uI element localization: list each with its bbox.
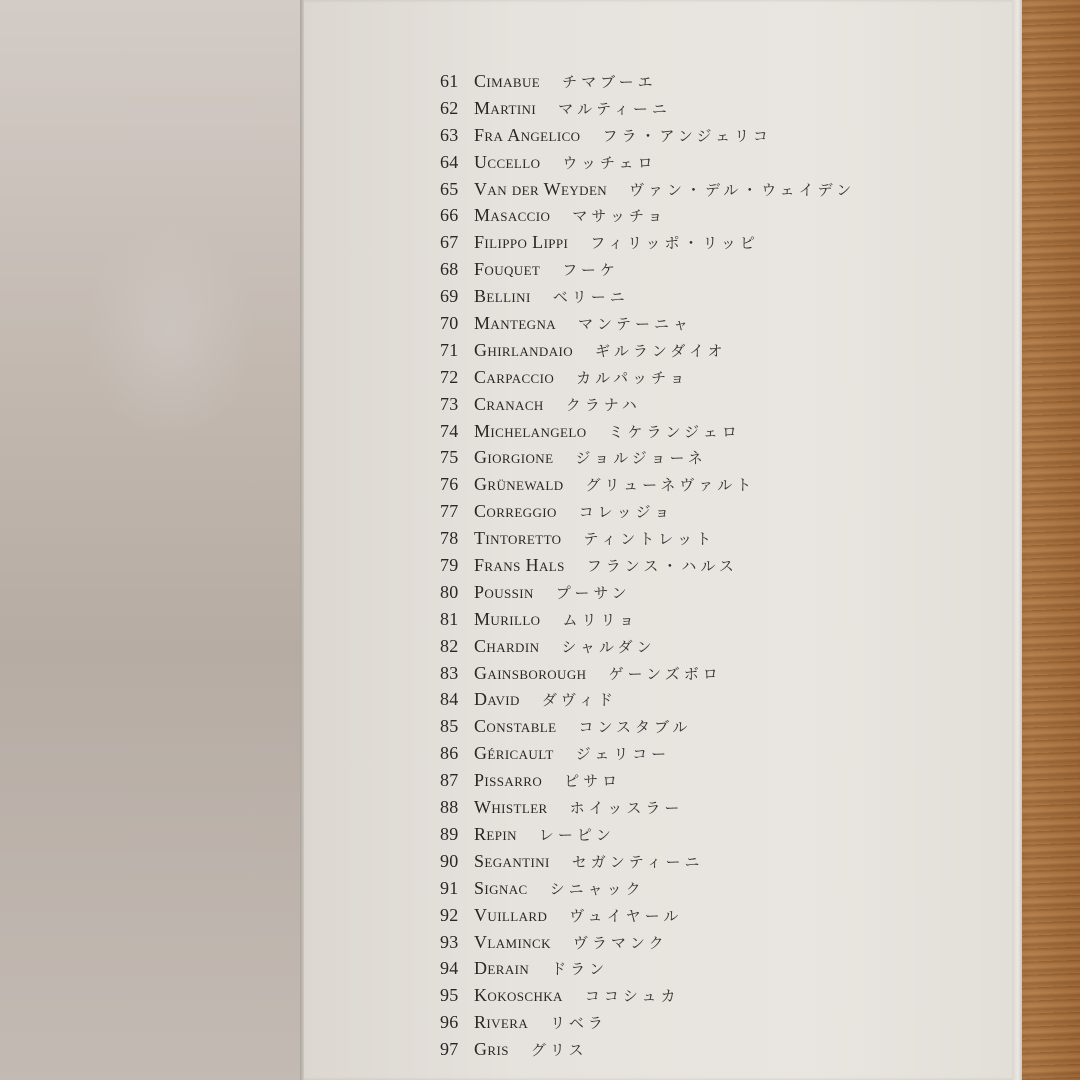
artist-name-katakana: ドラン [551,960,609,979]
artist-name-latin: Vlaminck [474,931,551,952]
index-entry [440,418,855,445]
artist-name-katakana: ホイッスラー [569,799,684,818]
artist-name-katakana: シャルダン [561,637,656,656]
artist-name-katakana: フランス・ハルス [586,557,738,576]
index-entry [440,552,855,579]
artist-name-katakana: グリス [530,1041,588,1060]
artist-name-latin: David [474,689,520,710]
artist-name-latin: Mantegna [474,313,557,334]
index-entry [440,955,855,982]
artist-name-latin: Fra Angelico [474,124,581,145]
artist-name-katakana: ピサロ [564,772,622,791]
artist-name-latin: Ghirlandaio [474,339,574,360]
entry-number: 97 [440,1039,459,1060]
entry-number: 67 [440,232,459,253]
index-entry [440,310,855,337]
entry-number: 84 [440,689,459,710]
entry-number: 75 [440,447,459,468]
index-entry [440,176,855,203]
index-entry [440,982,855,1009]
entry-number: 96 [440,1012,459,1033]
artist-name-latin: Murillo [474,608,541,629]
entry-number: 91 [440,877,459,898]
entry-number: 73 [440,393,459,414]
artist-name-latin: Carpaccio [474,366,555,387]
entry-number: 68 [440,259,459,280]
entry-number: 86 [440,743,459,764]
artist-name-katakana: マルティーニ [558,99,671,118]
entry-number: 90 [440,850,459,871]
artist-name-latin: Poussin [474,581,534,602]
artist-name-latin: Gainsborough [474,662,587,683]
index-entry [440,875,855,902]
artist-name-katakana: レーピン [538,825,615,844]
artist-name-katakana: マンテーニャ [578,315,693,334]
artist-name-latin: Géricault [474,743,554,764]
artist-name-katakana: ココシュカ [584,987,680,1006]
artist-name-latin: Masaccio [474,205,551,226]
entry-number: 81 [440,608,459,629]
index-entry [440,202,855,229]
index-entry [440,848,855,875]
index-entry [440,713,855,740]
entry-number: 89 [440,823,459,844]
index-entry [440,337,855,364]
artist-name-latin: Vuillard [474,904,548,925]
index-entry [440,498,855,525]
artist-name-katakana: ギルランダイオ [595,341,727,360]
entry-number: 70 [440,313,459,334]
artist-name-katakana: ティントレット [583,530,716,549]
artist-name-katakana: フィリッポ・リッピ [590,234,759,253]
artist-name-katakana: ゲーンズボロ [608,664,722,683]
left-page-blank [0,0,302,1080]
entry-number: 77 [440,501,459,522]
entry-number: 92 [440,904,459,925]
artist-name-katakana: グリューネヴァルト [585,476,756,495]
index-entry [440,606,855,633]
artist-name-latin: Rivera [474,1012,529,1033]
artist-index-list [440,68,855,1063]
artist-name-latin: Grünewald [474,474,564,495]
entry-number: 83 [440,662,459,683]
artist-name-latin: Derain [474,958,530,979]
artist-name-katakana: フーケ [562,261,619,280]
artist-name-latin: Van der Weyden [474,178,608,199]
index-entry [440,767,855,794]
artist-name-latin: Bellini [474,286,531,307]
index-entry [440,391,855,418]
artist-name-katakana: セガンティーニ [571,852,704,871]
artist-name-latin: Signac [474,877,528,898]
index-entry [440,149,855,176]
index-entry [440,283,855,310]
index-entry [440,256,855,283]
artist-name-katakana: ヴァン・デル・ウェイデン [629,180,856,199]
entry-number: 82 [440,635,459,656]
index-entry [440,821,855,848]
entry-number: 74 [440,420,459,441]
index-entry [440,68,855,95]
page-edge [1012,0,1022,1080]
artist-name-katakana: ムリリョ [562,610,639,629]
index-entry [440,686,855,713]
artist-name-katakana: ジョルジョーネ [575,449,707,468]
index-entry [440,660,855,687]
entry-number: 76 [440,474,459,495]
artist-name-latin: Martini [474,97,537,118]
index-entry [440,1036,855,1063]
artist-name-latin: Cimabue [474,71,541,91]
entry-number: 71 [440,339,459,360]
artist-name-katakana: コレッジョ [578,503,674,522]
artist-name-katakana: ヴュイヤール [569,906,683,925]
index-entry [440,444,855,471]
artist-name-latin: Constable [474,716,557,737]
index-entry [440,122,855,149]
artist-name-katakana: リベラ [550,1014,607,1033]
artist-name-katakana: カルパッチョ [576,368,689,387]
entry-number: 78 [440,528,459,549]
index-entry [440,364,855,391]
artist-name-latin: Pissarro [474,770,543,791]
entry-number: 85 [440,716,459,737]
index-entry [440,740,855,767]
entry-number: 65 [440,178,459,199]
artist-name-katakana: ジェリコー [575,745,671,764]
index-entry [440,95,855,122]
entry-number: 63 [440,124,459,145]
index-entry [440,579,855,606]
artist-name-katakana: ウッチェロ [562,153,657,172]
artist-name-katakana: プーサン [555,583,631,602]
index-entry [440,229,855,256]
index-entry [440,633,855,660]
artist-name-katakana: シニャック [549,879,645,898]
artist-name-katakana: チマブーエ [562,73,657,91]
artist-name-katakana: ヴラマンク [572,933,668,952]
artist-name-latin: Giorgione [474,447,554,468]
index-entry [440,902,855,929]
entry-number: 94 [440,958,459,979]
artist-name-latin: Filippo Lippi [474,232,569,253]
index-entry [440,525,855,552]
index-entry [440,929,855,956]
artist-name-katakana: コンスタブル [578,718,692,737]
entry-number: 69 [440,286,459,307]
artist-name-katakana: ベリーニ [552,288,629,307]
entry-number: 72 [440,366,459,387]
artist-name-latin: Whistler [474,797,548,818]
entry-number: 95 [440,985,459,1006]
artist-name-latin: Chardin [474,635,540,656]
entry-number: 62 [440,97,459,118]
artist-name-latin: Cranach [474,393,544,414]
entry-number: 88 [440,797,459,818]
artist-name-latin: Repin [474,823,517,844]
artist-name-latin: Gris [474,1039,509,1060]
artist-name-latin: Segantini [474,850,550,871]
artist-name-katakana: マサッチョ [572,207,667,226]
entry-number: 64 [440,151,459,172]
artist-name-katakana: クラナハ [565,395,641,414]
entry-number: 87 [440,770,459,791]
artist-name-katakana: フラ・アンジェリコ [602,126,772,145]
entry-number: 80 [440,581,459,602]
artist-name-katakana: ミケランジェロ [608,422,741,441]
index-entry [440,794,855,821]
artist-name-latin: Tintoretto [474,528,562,549]
artist-name-latin: Frans Hals [474,555,565,576]
entry-number: 79 [440,555,459,576]
entry-number: 66 [440,205,459,226]
artist-name-latin: Correggio [474,501,557,522]
artist-name-latin: Michelangelo [474,420,587,441]
artist-name-katakana: ダヴィド [541,691,617,710]
artist-name-latin: Fouquet [474,259,541,280]
artist-name-latin: Kokoschka [474,985,563,1006]
index-entry [440,1009,855,1036]
artist-name-latin: Uccello [474,151,541,172]
entry-number: 61 [440,71,459,91]
entry-number: 93 [440,931,459,952]
index-entry [440,471,855,498]
